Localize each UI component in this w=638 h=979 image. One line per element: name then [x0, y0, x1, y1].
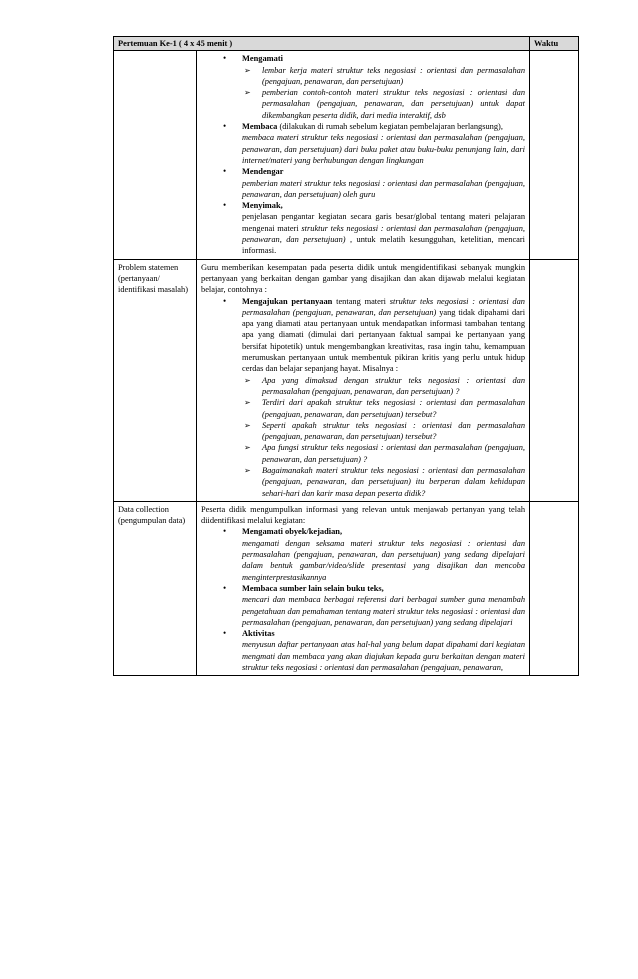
- bullet-item: [201, 166, 525, 200]
- bullet-title: Membaca: [242, 122, 278, 132]
- bullet-desc: penjelasan pengantar kegiatan secara garis besar/global tentang materi pelajaran mengenai materi: [242, 212, 526, 233]
- row-content: [197, 51, 530, 259]
- bullet-item: [201, 53, 525, 121]
- question-item: ➢ Seperti apakah struktur teks negosiasi : orientasi dan permasalahan (pengajuan, penawaran, dan persetujuan) tersebut?: [242, 420, 525, 443]
- bullet-title: • Menyimak,: [242, 201, 283, 211]
- arrow-item: ➢ lembar kerja materi struktur teks negosiasi : orientasi dan permasalahan (pengajuan, penawaran, dan persetujuan): [242, 65, 525, 88]
- row-label: [114, 51, 197, 259]
- bullet-title: • Mengamati obyek/kejadian,: [242, 527, 343, 537]
- row-content: [197, 501, 530, 675]
- question-item: ➢ Terdiri dari apakah struktur teks negosiasi : orientasi dan permasalahan (pengajuan, penawaran, dan persetujuan) tersebut?: [242, 397, 525, 420]
- bullet-item: [201, 628, 525, 673]
- bullet-title: • Aktivitas: [242, 629, 275, 639]
- row-content: [197, 259, 530, 501]
- time-cell: [530, 501, 579, 675]
- row-label: Data collection (pengumpulan data): [114, 501, 197, 675]
- row-intro: Peserta didik mengumpulkan informasi yang relevan untuk menjawab pertanyan yang telah diidentifikasi melalui kegiatan:: [201, 504, 526, 526]
- bullet-desc: membaca materi struktur teks negosiasi : orientasi dan permasalahan (pengajuan, penawaran, dan persetujuan) dari buku paket atau buku-buku penunjang lain, dari internet/materi yang berhubungan dengan lingkungan: [242, 133, 526, 165]
- bullet-desc: mencari dan membaca berbagai referensi dari berbagai sumber guna menambah pengetahuan dan pemahaman tentang materi struktur teks negosiasi : orientasi dan permasalahan (pengajuan, penawaran, dan persetujuan) yang sedang dipelajari: [242, 595, 526, 627]
- bullet-item: [201, 121, 525, 166]
- bullet-desc: pemberian materi struktur teks negosiasi : orientasi dan permasalahan (pengajuan, penawaran, dan persetujuan) oleh guru: [242, 178, 526, 199]
- table-row: [114, 501, 579, 675]
- row-label: Problem statemen (pertanyaan/ identifikasi masalah): [114, 259, 197, 501]
- arrow-item: ➢ pemberian contoh-contoh materi struktur teks negosiasi : orientasi dan permasalahan (pengajuan, penawaran, dan persetujuan) untuk dapat dikembangkan peserta didik, dari media interaktif, dsb: [242, 87, 525, 121]
- bullet-note: (dilakukan di rumah sebelum kegiatan pembelajaran berlangsung),: [277, 122, 503, 132]
- bullet-desc-italic: struktur teks negosiasi : orientasi dan permasalahan (pengajuan, penawaran, dan persetujuan): [242, 296, 525, 317]
- time-cell: [530, 259, 579, 501]
- bullet-title: • Membaca sumber lain selain buku teks,: [242, 583, 384, 593]
- bullet-title: • Mengamati: [242, 54, 283, 64]
- table-row: [114, 259, 579, 501]
- lesson-plan-table: [113, 36, 579, 676]
- bullet-item: [201, 526, 525, 582]
- bullet-desc: menyusun daftar pertanyaan atas hal-hal yang belum dapat dipahami dari kegiatan mengmati dan membaca yang akan diajukan kepada guru berkaitan dengan materi struktur teks negosiasi : orientasi dan permasalahan (pengajuan, penawaran,: [242, 640, 526, 673]
- time-header: Waktu: [530, 37, 579, 51]
- table-header-row: [114, 37, 579, 51]
- bullet-item: [201, 200, 525, 256]
- row-intro: Guru memberikan kesempatan pada peserta didik untuk mengidentifikasi sebanyak mungkin pertanyaan yang berkaitan dengan gambar yang disajikan dan akan dijawab melalui kegiatan belajar, contohnya :: [201, 262, 526, 295]
- question-item: ➢ Apa fungsi struktur teks negosiasi : orientasi dan permasalahan (pengajuan, penawaran, dan persetujuan) ?: [242, 442, 525, 465]
- bullet-title: • Mendengar: [242, 167, 284, 177]
- meeting-header: Pertemuan Ke-1 ( 4 x 45 menit ): [114, 37, 530, 51]
- time-cell: [530, 51, 579, 259]
- bullet-item: [201, 296, 525, 499]
- bullet-item: [201, 583, 525, 628]
- bullet-desc: mengamati dengan seksama materi struktur teks negosiasi : orientasi dan permasalahan (pengajuan, penawaran, dan persetujuan) yang sedang dipelajari dalam bentuk gambar/video/slide presentasi yang disajikan dan mencoba menginterprestasikannya: [242, 538, 526, 582]
- question-item: ➢ Bagaimanakah materi struktur teks negosiasi : orientasi dan permasalahan (pengajuan, penawaran, dan persetujuan) itu berperan dalam kehidupan sehari-hari dan karir masa depan peserta didik?: [242, 465, 525, 499]
- bullet-desc: , untuk melatih kesungguhan, ketelitian, mencari informasi.: [242, 235, 525, 256]
- table-row: [114, 51, 579, 259]
- question-item: ➢ Apa yang dimaksud dengan struktur teks negosiasi : orientasi dan permasalahan (pengajuan, penawaran, dan persetujuan) ?: [242, 375, 525, 398]
- bullet-desc: yang tidak dipahami dari apa yang diamati atau pertanyaan untuk mendapatkan informasi tambahan tentang apa yang diamati (dimulai dari pertanyaan faktual sampai ke pertanyaan yang bersifat hipotetik) untuk mengembangkan kreativitas, rasa ingin tahu, kemampuan merumuskan pertanyaan untuk membentuk pikiran kritis yang perlu untuk hidup cerdas dan belajar sepanjang hayat. Misalnya :: [242, 307, 526, 374]
- bullet-desc: tentang materi: [332, 296, 390, 306]
- bullet-title: Mengajukan pertanyaan: [242, 296, 333, 306]
- bullet-desc-italic: struktur teks negosiasi : orientasi dan permasalahan (pengajuan, penawaran, dan persetujuan): [242, 223, 526, 245]
